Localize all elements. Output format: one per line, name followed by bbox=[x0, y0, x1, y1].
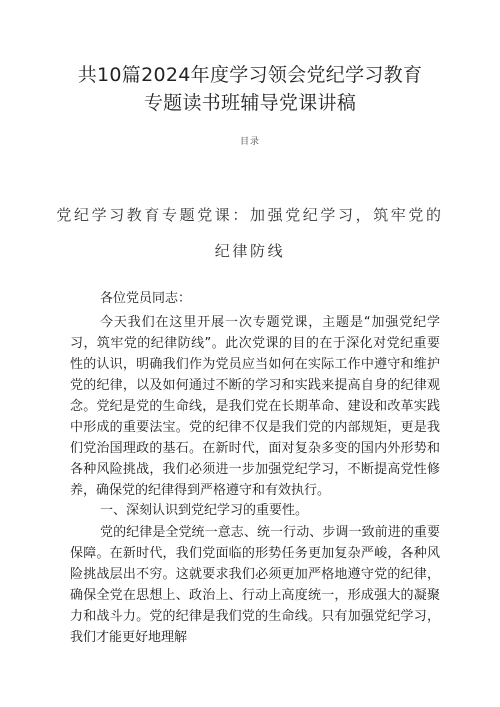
document-title-line-2: 专题读书班辅导党课讲稿 bbox=[143, 92, 357, 114]
subheading-1: 一、深刻认识到党纪学习的重要性。 bbox=[100, 503, 309, 518]
body-paragraph-2: 党的纪律是全党统一意志、统一行动、步调一致前进的重要保障。在新时代，我们党面临的形势任务更加复杂严峻，各种风险挑战层出不穷。这就要求我们必须更加严格地遵守党的纪律，确保全党在思想上、政治上、行动上高度统一，形成强大的凝聚力和战斗力。党的纪律是我们党的生命线。只有加强党纪学习，我们才能更好地理解 bbox=[70, 525, 440, 645]
table-of-contents-label: 目录 bbox=[239, 137, 260, 147]
document-title-line-1: 共10篇2024年度学习领会党纪学习教育 bbox=[77, 64, 423, 86]
section-title-line-1: 党纪学习教育专题党课：加强党纪学习，筑牢党的 bbox=[56, 206, 444, 224]
body-paragraph-1: 今天我们在这里开展一次专题党课，主题是“加强党纪学习，筑牢党的纪律防线”。此次党课的目的在于深化对党纪重要性的认识，明确我们作为党员应当如何在实际工作中遵守和维护党的纪律，以及如何通过不断的学习和实践来提高自身的纪律观念。党纪是党的生命线，是我们党在长期革命、建设和改革实践中形成的重要法宝。党的纪律不仅是我们党的内部规矩，更是我们党治国理政的基石。在新时代，面对复杂多变的国内外形势和各种风险挑战，我们必须进一步加强党纪学习，不断提高党性修养，确保党的纪律得到严格遵守和有效执行。 bbox=[70, 315, 440, 498]
section-title-line-2: 纪律防线 bbox=[214, 242, 286, 260]
greeting: 各位党员同志： bbox=[100, 291, 192, 306]
